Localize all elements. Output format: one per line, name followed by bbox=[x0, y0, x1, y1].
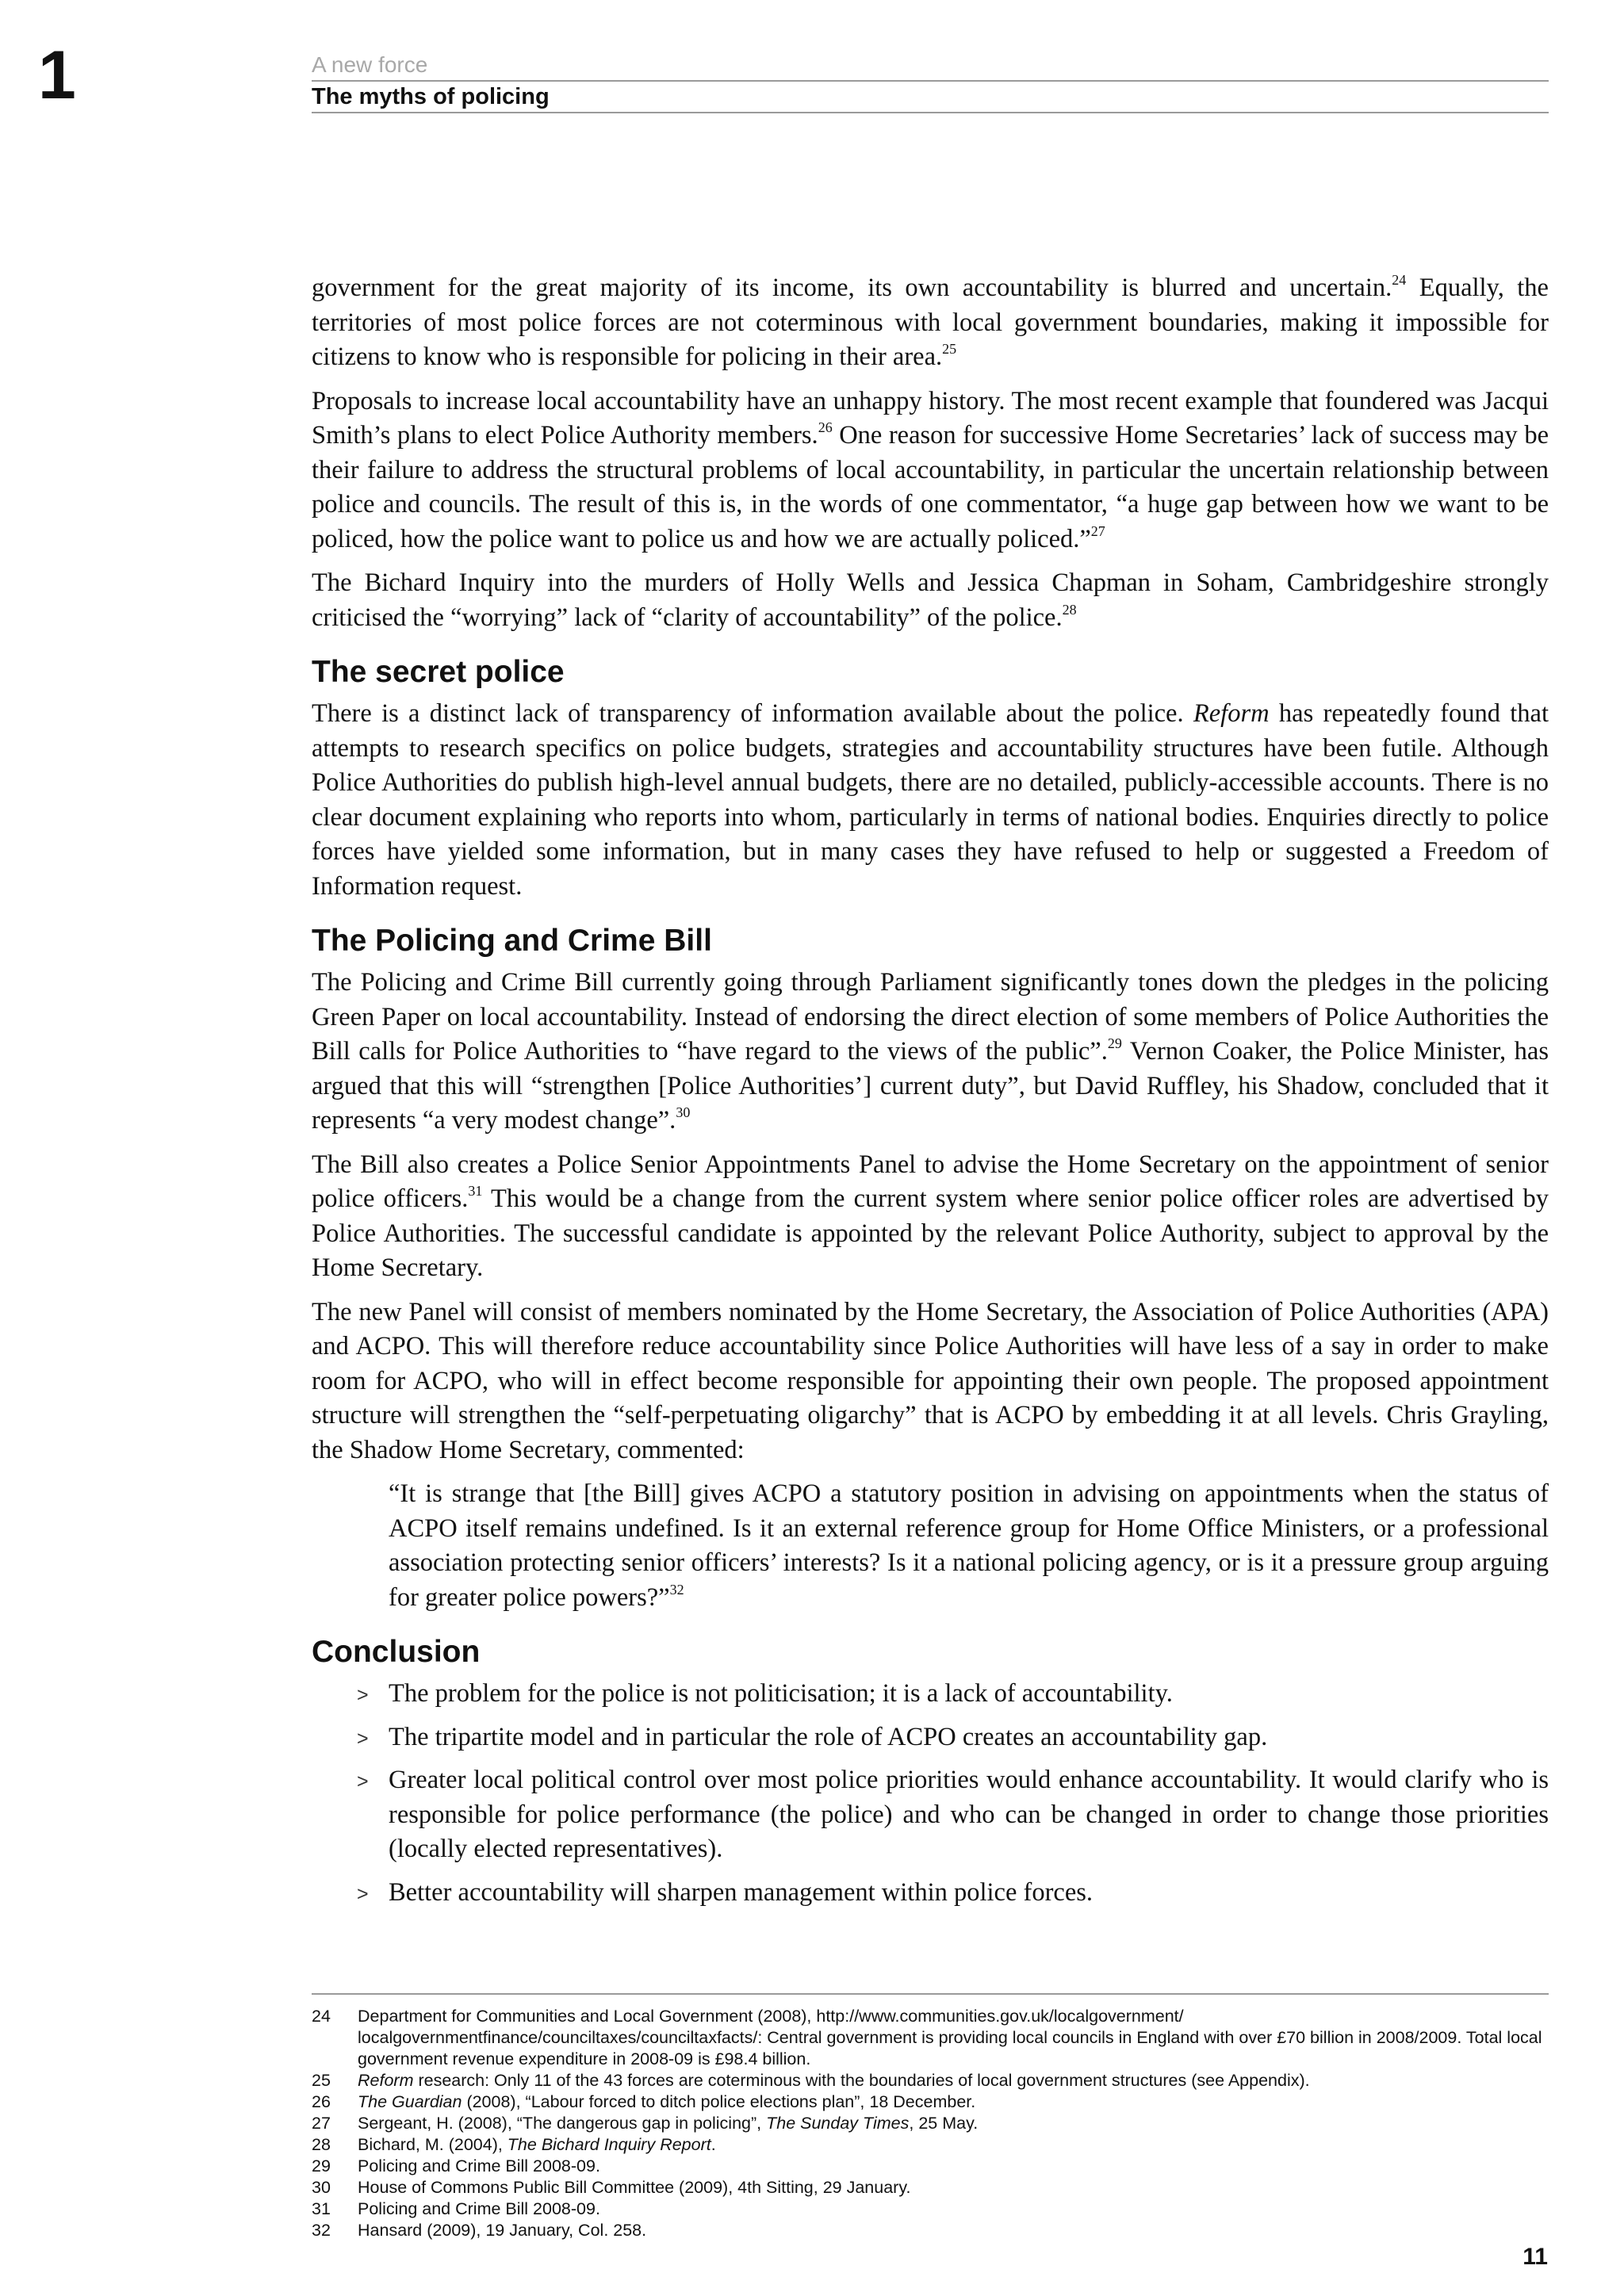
text-run: has repeatedly found that attempts to research specifics on police budgets, strategies and accountability structures have been futile. Although Police Authorities do publish high-level annual budgets, there are no detailed, publicly-accessible accounts. There is no clear document explaining who reports into whom, particularly in terms of national bodies. Enquiries directly to police forces have yielded some information, but in many cases they have refused to help or suggested a Freedom of Information request. bbox=[312, 699, 1549, 901]
footnote bbox=[312, 2156, 1549, 2177]
text-run: Vernon Coaker, the Police Minister, has argued that this will “strengthen [Police Authorities’] current duty”, but David Ruffley, his Shadow, concluded that it represents “a very modest change”. bbox=[312, 1037, 1549, 1135]
running-head bbox=[312, 51, 1549, 113]
footnote bbox=[312, 2113, 1549, 2134]
bullet-arrow-icon: > bbox=[357, 1727, 369, 1750]
footnote-number: 28 bbox=[312, 2135, 331, 2154]
footnote-ref[interactable]: 32 bbox=[669, 1581, 684, 1598]
text-run: Equally, the territories of most police forces are not coterminous with local government boundaries, making it impossible for citizens to know who is responsible for policing in their area. bbox=[312, 274, 1549, 371]
paragraph bbox=[312, 966, 1549, 1138]
footnote bbox=[312, 2006, 1549, 2070]
footnote-text: Reform research: Only 11 of the 43 forces are coterminous with the boundaries of local government structures (see Appendix). bbox=[358, 2071, 1310, 2090]
footnote-number: 29 bbox=[312, 2156, 331, 2175]
list-item-text: The problem for the police is not politicisation; it is a lack of accountability. bbox=[389, 1679, 1173, 1708]
chapter-number: 1 bbox=[38, 37, 76, 113]
block-quote bbox=[389, 1477, 1549, 1615]
footnote-ref[interactable]: 27 bbox=[1090, 522, 1105, 539]
bullet-arrow-icon: > bbox=[357, 1770, 369, 1793]
footnote-ref[interactable]: 31 bbox=[468, 1183, 483, 1199]
list-item bbox=[312, 1876, 1549, 1911]
footnote-text: Bichard, M. (2004), The Bichard Inquiry Report. bbox=[358, 2135, 716, 2154]
heading-policing-crime-bill: The Policing and Crime Bill bbox=[312, 924, 712, 958]
text-run: The Policing and Crime Bill currently going through Parliament significantly tones down the pledges in the policing Green Paper on local accountability. Instead of endorsing the direct election of some members of Police Authorities the Bill calls for Police Authorities to “have regard to the views of the public”. bbox=[312, 968, 1549, 1066]
text-run: One reason for successive Home Secretaries’ lack of success may be their failure to address the structural problems of local accountability, in particular the uncertain relationship between police and councils. The result of this is, in the words of one commentator, “a huge gap between how we want to be policed, how the police want to police us and how we are actually policed.” bbox=[312, 421, 1549, 553]
text-run-italic: Reform bbox=[1193, 699, 1270, 728]
footnote bbox=[312, 2177, 1549, 2198]
footnote-text: Hansard (2009), 19 January, Col. 258. bbox=[358, 2221, 647, 2240]
footnote-ref[interactable]: 24 bbox=[1392, 272, 1407, 288]
footnote-number: 26 bbox=[312, 2092, 331, 2111]
list-item bbox=[312, 1763, 1549, 1867]
footnote-ref[interactable]: 26 bbox=[818, 419, 833, 435]
paragraph bbox=[312, 697, 1549, 904]
footnote-number: 31 bbox=[312, 2199, 331, 2218]
running-head-title: The myths of policing bbox=[312, 82, 1549, 113]
page-number: 11 bbox=[1522, 2244, 1548, 2270]
bullet-arrow-icon: > bbox=[357, 1684, 369, 1706]
footnote bbox=[312, 2091, 1549, 2113]
text-run: There is a distinct lack of transparency of information available about the police. bbox=[312, 699, 1193, 728]
footnote-text: House of Commons Public Bill Committee (2009), 4th Sitting, 29 January. bbox=[358, 2178, 911, 2197]
footnote-number: 27 bbox=[312, 2114, 331, 2133]
text-run: Proposals to increase local accountability have an unhappy history. The most recent example that foundered was Jacqui Smith’s plans to elect Police Authority members. bbox=[312, 386, 1549, 450]
footnote-text: Policing and Crime Bill 2008-09. bbox=[358, 2199, 600, 2218]
list-item bbox=[312, 1677, 1549, 1712]
running-head-section: A new force bbox=[312, 51, 1549, 82]
footnote-text: Department for Communities and Local Government (2008), http://www.communities.gov.uk/localgovernment/ localgovernmentfinance/counciltaxes/counciltaxfacts/: Central government is providing local councils in England with over £70 billion in 2008/2009. Total local government revenue expenditure in 2008-09 is £98.4 billion. bbox=[358, 2007, 1542, 2068]
footnote-ref[interactable]: 29 bbox=[1107, 1035, 1122, 1051]
paragraph bbox=[312, 271, 1549, 375]
paragraph bbox=[312, 1148, 1549, 1286]
text-run: This would be a change from the current system where senior police officer roles are advertised by Police Authorities. The successful candidate is appointed by the relevant Police Authority, subject to approval by the Home Secretary. bbox=[312, 1184, 1549, 1282]
footnote-number: 25 bbox=[312, 2071, 331, 2090]
paragraph: The new Panel will consist of members nominated by the Home Secretary, the Association of Police Authorities (APA) and ACPO. This will therefore reduce accountability since Police Authorities will have less of a say in order to make room for ACPO, who will in effect become responsible for appointing their own people. The proposed appointment structure will strengthen the “self-perpetuating oligarchy” that is ACPO by embedding it at all levels. Chris Grayling, the Shadow Home Secretary, commented: bbox=[312, 1297, 1549, 1464]
main-text bbox=[312, 271, 1549, 1919]
footnote-text: The Guardian (2008), “Labour forced to ditch police elections plan”, 18 December. bbox=[358, 2092, 976, 2111]
footnotes bbox=[312, 1993, 1549, 2241]
text-run: The Bill also creates a Police Senior Appointments Panel to advise the Home Secretary on the appointment of senior police officers. bbox=[312, 1150, 1549, 1213]
footnote-number: 32 bbox=[312, 2221, 331, 2240]
footnote-ref[interactable]: 30 bbox=[676, 1104, 691, 1120]
text-run: “It is strange that [the Bill] gives ACPO a statutory position in advising on appointments when the status of ACPO itself remains undefined. Is it an external reference group for Home Office Ministers, or a professional association protecting senior officers’ interests? Is it a national policing agency, or is it a pressure group arguing for greater police powers?” bbox=[389, 1479, 1549, 1612]
conclusion-list bbox=[312, 1677, 1549, 1910]
footnote bbox=[312, 2198, 1549, 2220]
footnote-number: 30 bbox=[312, 2178, 331, 2197]
footnote-ref[interactable]: 25 bbox=[942, 341, 957, 357]
bullet-arrow-icon: > bbox=[357, 1882, 369, 1905]
footnote-text: Sergeant, H. (2008), “The dangerous gap in policing”, The Sunday Times, 25 May. bbox=[358, 2114, 979, 2133]
text-run: government for the great majority of its income, its own accountability is blurred and uncertain. bbox=[312, 274, 1392, 302]
footnote-number: 24 bbox=[312, 2007, 331, 2026]
paragraph bbox=[312, 385, 1549, 557]
list-item bbox=[312, 1720, 1549, 1755]
text-run: The Bichard Inquiry into the murders of Holly Wells and Jessica Chapman in Soham, Cambridgeshire strongly criticised the “worrying” lack of “clarity of accountability” of the police. bbox=[312, 568, 1549, 632]
heading-secret-police: The secret police bbox=[312, 655, 565, 689]
footnote-ref[interactable]: 28 bbox=[1062, 601, 1077, 618]
footnote-text: Policing and Crime Bill 2008-09. bbox=[358, 2156, 600, 2175]
footnote bbox=[312, 2220, 1549, 2241]
paragraph bbox=[312, 566, 1549, 635]
footnote bbox=[312, 2134, 1549, 2156]
list-item-text: The tripartite model and in particular the role of ACPO creates an accountability gap. bbox=[389, 1722, 1268, 1751]
footnote bbox=[312, 2070, 1549, 2091]
heading-conclusion: Conclusion bbox=[312, 1635, 481, 1669]
list-item-text: Greater local political control over most police priorities would enhance accountability. It would clarify who is responsible for police performance (the police) and who can be changed in order to change those priorities (locally elected representatives). bbox=[389, 1766, 1549, 1863]
list-item-text: Better accountability will sharpen management within police forces. bbox=[389, 1877, 1094, 1907]
